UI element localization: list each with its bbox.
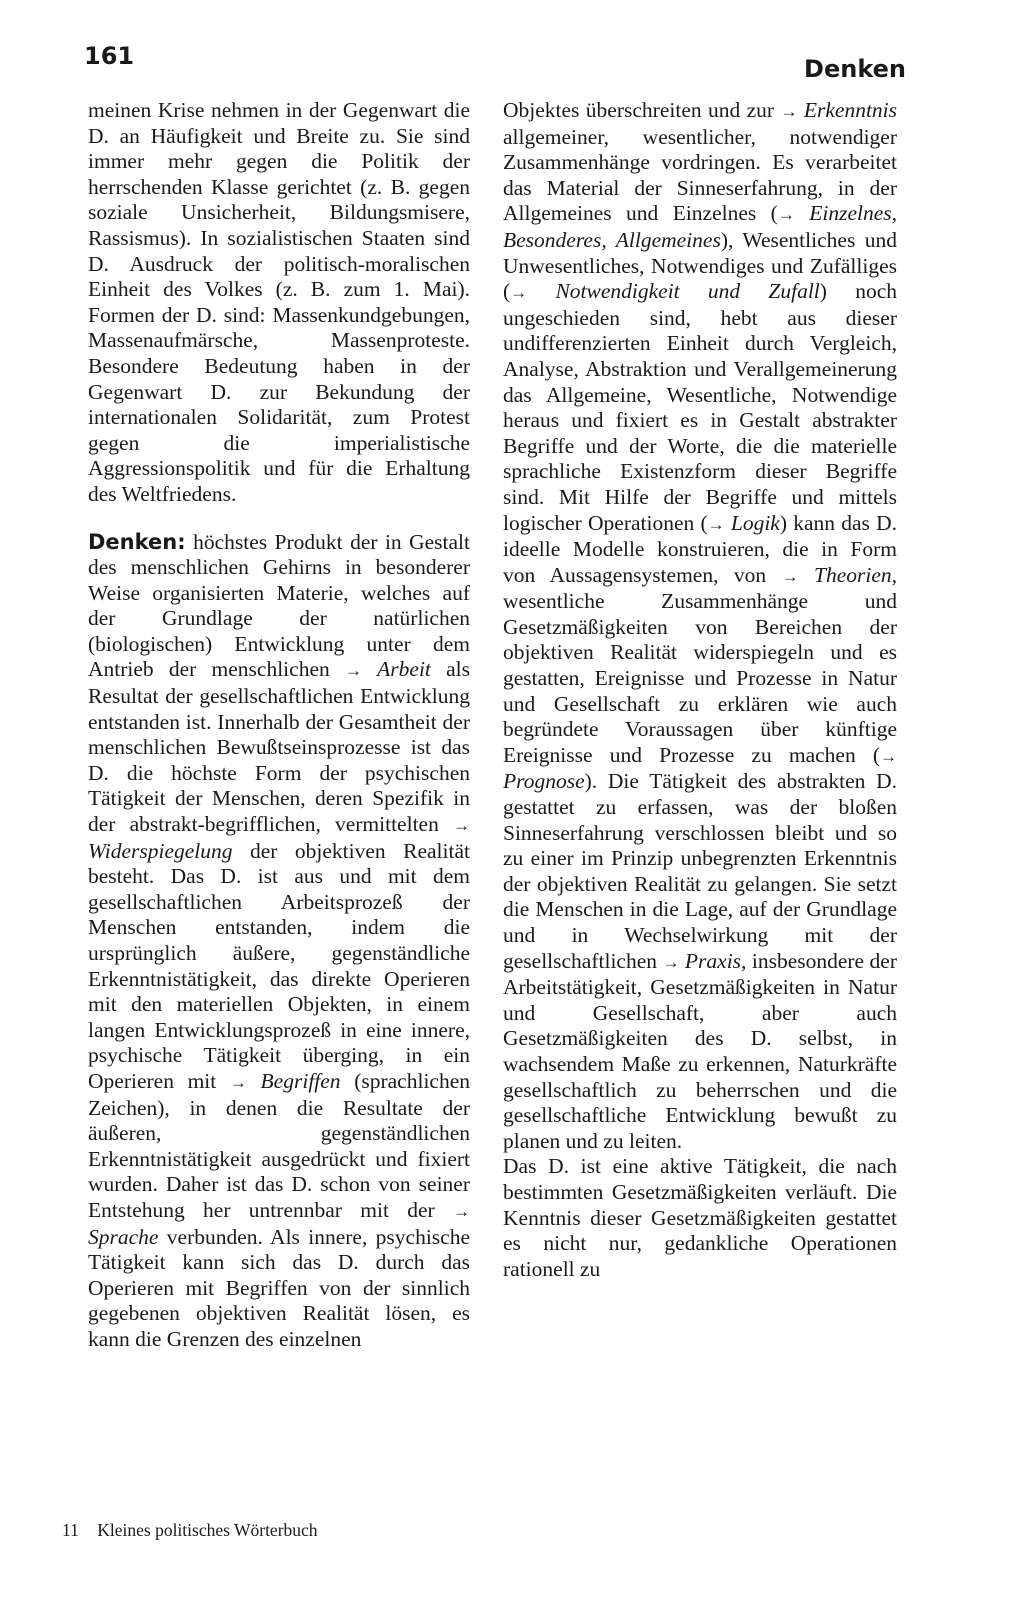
crossref-begriffen[interactable]: Begriffen	[260, 1068, 341, 1093]
entry-text: als Resultat der gesellschaftlichen Entwicklung entstanden ist. Innerhalb der Gesamtheit der menschlichen Bewußtseinsprozesse ist das D. die höchste Form der psychischen Tätigkeit der Menschen, deren Spezifik in der abstrakt-begrifflichen, vermittelten	[88, 657, 470, 837]
arrow-icon: →	[780, 102, 798, 121]
arrow-icon: →	[453, 816, 470, 836]
entry-text: verbunden. Als innere, psychische Tätigkeit kann sich das D. durch das Operieren mit Begriffen von der sinnlich gegebenen objektiven Realität lösen, es kann die Grenzen des einzelnen	[88, 1224, 470, 1351]
crossref-sprache[interactable]: Sprache	[88, 1224, 159, 1249]
entry-text: Das D. ist eine aktive Tätigkeit, die nach bestimmten Gesetzmäßigkeiten verläuft. Die Kenntnis dieser Gesetzmäßigkeiten gestattet es nicht nur, gedankliche Operationen rationell zu	[503, 1154, 897, 1281]
entry-text: Objektes überschreiten und zur	[503, 98, 775, 122]
paragraph	[503, 98, 897, 1154]
entry-text: (sprachlichen Zeichen), in denen die Resultate der äußeren, gegenständlichen Erkenntnistätigkeit ausgedrückt und fixiert wurden. Daher ist das D. schon von seiner Entstehung her untrennbar mit der	[88, 1068, 471, 1222]
crossref-erkenntnis[interactable]: Erkenntnis	[803, 98, 898, 122]
crossref-prognose[interactable]: Prognose	[503, 769, 585, 794]
arrow-icon: →	[662, 952, 680, 972]
entry-text: allgemeiner, wesentlicher, notwendiger Zusammenhänge vordringen. Es verarbeitet das Material der Sinneserfahrung, in der Allgemeines und Einzelnes (	[503, 124, 897, 226]
headword: Denken	[88, 529, 178, 554]
crossref-widerspiegelung[interactable]: Widerspiegelung	[88, 838, 233, 863]
entry-text: ), Wesentliches und Unwesentliches, Notwendiges und Zufälliges (	[503, 227, 897, 304]
crossref-arbeit[interactable]: Arbeit	[377, 657, 431, 682]
continuation-text: meinen Krise nehmen in der Gegenwart die D. an Häufigkeit und Breite zu. Sie sind immer mehr gegen die Politik der herrschenden Klasse gerichtet (z. B. gegen soziale Unsicherheit, Bildungsmisere, Rassismus). In sozialistischen Staaten sind D. Ausdruck der politisch-moralischen Einheit des Volkes (z. B. zum 1. Mai). Formen der D. sind: Massenkundgebungen, Massenaufmärsche, Massenproteste. Besondere Bedeutung haben in der Gegenwart D. zur Bekundung der internationalen Solidarität, zum Protest gegen die imperialistische Aggressionspolitik und für die Erhaltung des Weltfriedens.	[88, 98, 470, 506]
entry-text: ) kann das D. ideelle Modelle konstruieren, die in Form von Aussagensystemen, von	[503, 510, 898, 587]
arrow-icon: →	[453, 1201, 470, 1221]
arrow-icon: →	[777, 205, 795, 225]
arrow-icon: →	[880, 746, 897, 766]
crossref-logik[interactable]: Logik	[730, 510, 780, 535]
crossref-einzelnes[interactable]: Einzelnes, Besonderes, Allgemeines	[503, 201, 897, 252]
entry-text: insbesondere der Arbeitstätigkeit, Gesetzmäßigkeiten in Natur und Gesellschaft, aber auch Gesetzmäßigkeiten des D. selbst, in wachsendem Maße zu erkennen, Naturkräfte gesellschaftlich zu beherrschen und die gesellschaftliche Entwicklung bewußt zu planen und zu leiten.	[503, 948, 897, 1153]
arrow-icon: →	[344, 661, 362, 681]
entry-text: der objektiven Realität besteht. Das D. ist aus und mit dem gesellschaftlichen Arbeitsprozeß der Menschen entstanden, indem die ursprünglich äußere, gegenständliche Erkenntnistätigkeit, das direkte Operieren mit den materiellen Objekten, in einem langen Entwicklungsprozeß in eine innere, psychische Tätigkeit überging, in ein Operieren mit	[88, 838, 470, 1093]
arrow-icon: →	[510, 283, 528, 303]
footer	[62, 1520, 318, 1541]
arrow-icon: →	[781, 566, 799, 586]
entry-denken	[88, 530, 470, 1353]
entry-text: ). Die Tätigkeit des abstrakten D. gestattet zu erfassen, was der bloßen Sinneserfahrung verschlossen bleibt und so zu einer im Prinzip unbegrenzten Erkenntnis der objektiven Realität zu gelangen. Sie setzt die Menschen in die Lage, auf der Grundlage und in Wechselwirkung mit der gesellschaftlichen	[503, 769, 897, 973]
right-column	[503, 98, 897, 1282]
headword-colon: :	[177, 529, 186, 554]
entry-text: höchstes Produkt der in Gestalt des menschlichen Gehirns in besonderer Weise organisierten Materie, welches auf der Grundlage der natürlichen (biologischen) Entwicklung unter dem Antrieb der menschlichen	[88, 529, 470, 682]
crossref-notwendigkeit[interactable]: Notwendigkeit und Zufall	[555, 279, 820, 304]
continuation-paragraph	[88, 98, 470, 508]
arrow-icon: →	[229, 1072, 247, 1092]
arrow-icon: →	[707, 514, 725, 534]
paragraph	[503, 1154, 897, 1282]
book-title: Kleines politisches Wörterbuch	[97, 1520, 318, 1540]
entry-text: ) noch ungeschieden sind, hebt aus dieser undifferenzierten Einheit durch Vergleich, Analyse, Abstraktion und Verallgemeinerung das Allgemeine, Wesentliche, Notwendige heraus und fixiert es in Gestalt abstrakter Begriffe und der Worte, die die materielle sprachliche Existenzform dieser Begriffe sind. Mit Hilfe der Begriffe und mittels logischer Operationen (	[503, 279, 898, 535]
left-column	[88, 98, 470, 1353]
running-head: Denken	[804, 55, 906, 83]
page-number: 161	[84, 42, 135, 70]
crossref-theorien[interactable]: Theorien,	[813, 562, 897, 587]
entry-text: wesentliche Zusammenhänge und Gesetzmäßigkeiten von Bereichen der objektiven Realität widerspiegeln und es gestatten, Ereignisse und Prozesse in Natur und Gesellschaft zu erklären wie auch begründete Voraussagen über künftige Ereignisse und Prozesse zu machen (	[503, 589, 897, 767]
signature-mark: 11	[62, 1520, 79, 1540]
crossref-praxis[interactable]: Praxis,	[684, 948, 747, 973]
